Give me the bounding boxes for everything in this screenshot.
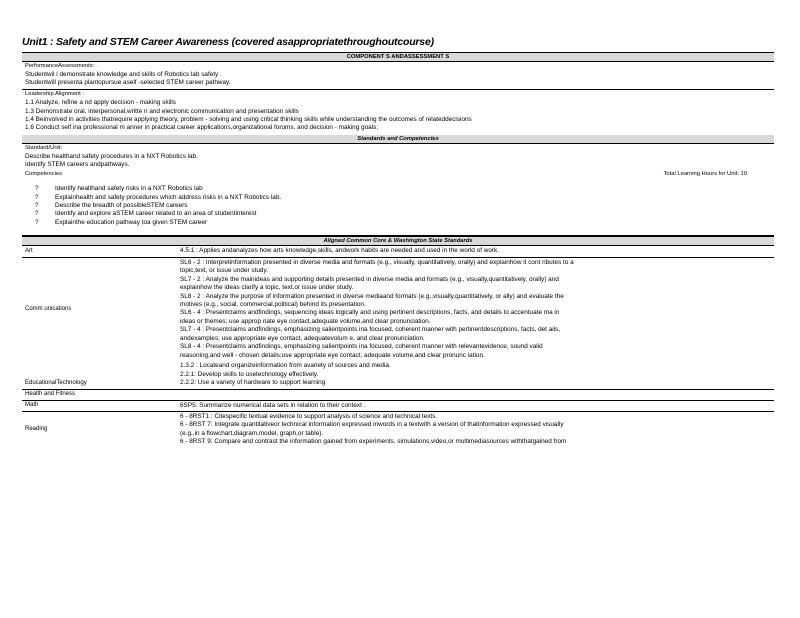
unit-title: Unit1 : Safety and STEM Career Awareness (covered asappropriatethroughoutcourse) — [22, 36, 434, 48]
leadership-line: 1.3 Demonstrate oral, interpersonal,writte n and electronic communication and presentation skills — [25, 107, 299, 115]
list-item: ? Identify healthand safety risks in a NXT Robotics lab — [25, 185, 771, 193]
performance-label: PerformanceAssessments: — [25, 62, 95, 69]
competencies-label: Competencies — [25, 171, 63, 178]
subject-standards: 4.5.1 : Applies andanalyzes how arts knowledge,skills, andwork habits are needed and used in the world of work. — [180, 247, 500, 255]
table-row — [22, 411, 774, 448]
subject-name: Art — [25, 247, 33, 254]
subjects-table — [22, 245, 774, 448]
subject-standards: 6 - 8RST1 : Citespecific textual evidence to support analysis of science and technical texts. 6 - 8RST 7: Integrate quantitativeor technical information expressed inwords in a textwith a version of thatinformation expressed visually (e.g.,in a flowchart,diagram,model, graph,or table). 6 - 8RST 9: Compare and contrast the information gained from experiments, simulations,video,or multimediasources withthatgained from — [180, 413, 567, 446]
subject-name: Reading — [25, 425, 48, 432]
subject-name: EducationalTechnology — [25, 379, 87, 386]
bullet: ? — [35, 201, 39, 209]
subject-name: Comm unications — [25, 305, 72, 312]
table-row — [22, 361, 774, 388]
standard-unit-label: Standard/Unit: — [25, 144, 63, 151]
list-item: ? Describe the breadth of possibleSTEM careers — [25, 202, 771, 210]
leadership-line: 1.1 Analyze, refine a nd apply decision - making skills — [25, 99, 176, 107]
performance-section — [22, 61, 774, 90]
bullet: ? — [35, 218, 39, 226]
subject-standards: SL6 - 2 : Interpretinformation presented in diverse media and formats (e.g., visually, quantitatively, orally) and explainhow it cont ributes to a topic,text, or issue under study. SL7 - 2 : Analyze the mainideas and supporting details presented in diverse media and formats (e.g., visually,quantitatively, orally) and explainhow the ideas clarify a topic, text,or issue under study. SL8 - 2 : Analyze the purpose of information presented in diverse mediaand formats (e.g.,visually,quantitatively, or ally) and evaluate the motives (e.g., social, commercial,political) behind its presentation. SL6 - 4 : Presentclaims andfindings, sequencing ideas logically and using pertinent descriptions, facts, and details to accentuate ma in ideas or themes; use approp riate eye contact,adequate volume,and clear pronunciation. SL7 - 4 : Presentclaims andfindings, emphasizing salientpoints ina focused, coherent manner with pertinentdescriptions, facts, det ails, andexamples; use appropriate eye contact, adequatevolum e, and clear pronunciation. SL8 - 4 : Presentclaims andfindings, emphasizing salientpoints ina focused, coherent manner with relevantevidence, sound valid reasoning,and well - chosen details;use appropriate eye contact, adequate volume,and clear pronunc iation. — [180, 258, 574, 359]
performance-line: Studentwil l demonstrate knowledge and skills of Robotics lab safety . — [25, 70, 222, 78]
bullet: ? — [35, 210, 39, 218]
bullet: ? — [35, 193, 39, 201]
document-page — [22, 36, 774, 448]
leadership-line: 1.4 Beinvolved in activities thatrequire applying theory, problem - solving and using critical thinking skills while understanding the outcomes of relateddecisions — [25, 115, 472, 123]
table-row — [22, 257, 774, 361]
performance-line: Studentwill presenta plantopursue aself -selected STEM career pathway. — [25, 78, 231, 86]
competencies-list — [25, 185, 771, 227]
aligned-standards-header: Aligned Common Core & Washington State Standards — [22, 235, 774, 245]
leadership-line: 1.6 Conduct self ina professional m anner in practical career applications,organizational forums, and decision - making goals; — [25, 124, 379, 132]
list-item: ? Explainhealth and safety procedures which address risks in a NXT Robotics lab. — [25, 194, 771, 202]
leadership-label: Leadership Alignment : — [25, 91, 84, 98]
subject-standards: 1.3.2 : Locateand organizeinformation from avariety of sources and media. 2.2.1: Develop skills to usetechnology effectively. 2.2.2: Use a variety of hardware to support learning — [180, 362, 391, 387]
total-learning-hours: Total Learning Hours for Unit: 10 — [663, 171, 747, 178]
components-header: COMPONENT S ANDASSESSMENT S — [22, 52, 774, 61]
subject-name: Health and Fitness — [25, 390, 76, 397]
bullet: ? — [35, 185, 39, 193]
subject-name: Math — [25, 401, 39, 408]
subject-standards — [178, 390, 774, 400]
standard-unit-section — [22, 143, 774, 235]
subject-standards: 6SP5: Summarize numerical data sets in relation to their context . — [180, 401, 366, 409]
standard-unit-line: Describe healthand safety procedures in a NXT Robotics lab. — [25, 152, 198, 160]
standards-header: Standards and Competencies — [22, 135, 774, 143]
standard-unit-line: Identify STEM careers andpathways. — [25, 160, 130, 168]
table-row — [22, 400, 774, 411]
table-row — [22, 245, 774, 256]
list-item: ? Identify and explore aSTEM career related to an area of studentinterest — [25, 210, 771, 218]
table-row — [22, 389, 774, 400]
list-item: ? Explainthe education pathway toa given STEM career — [25, 219, 771, 227]
leadership-section — [22, 89, 774, 134]
